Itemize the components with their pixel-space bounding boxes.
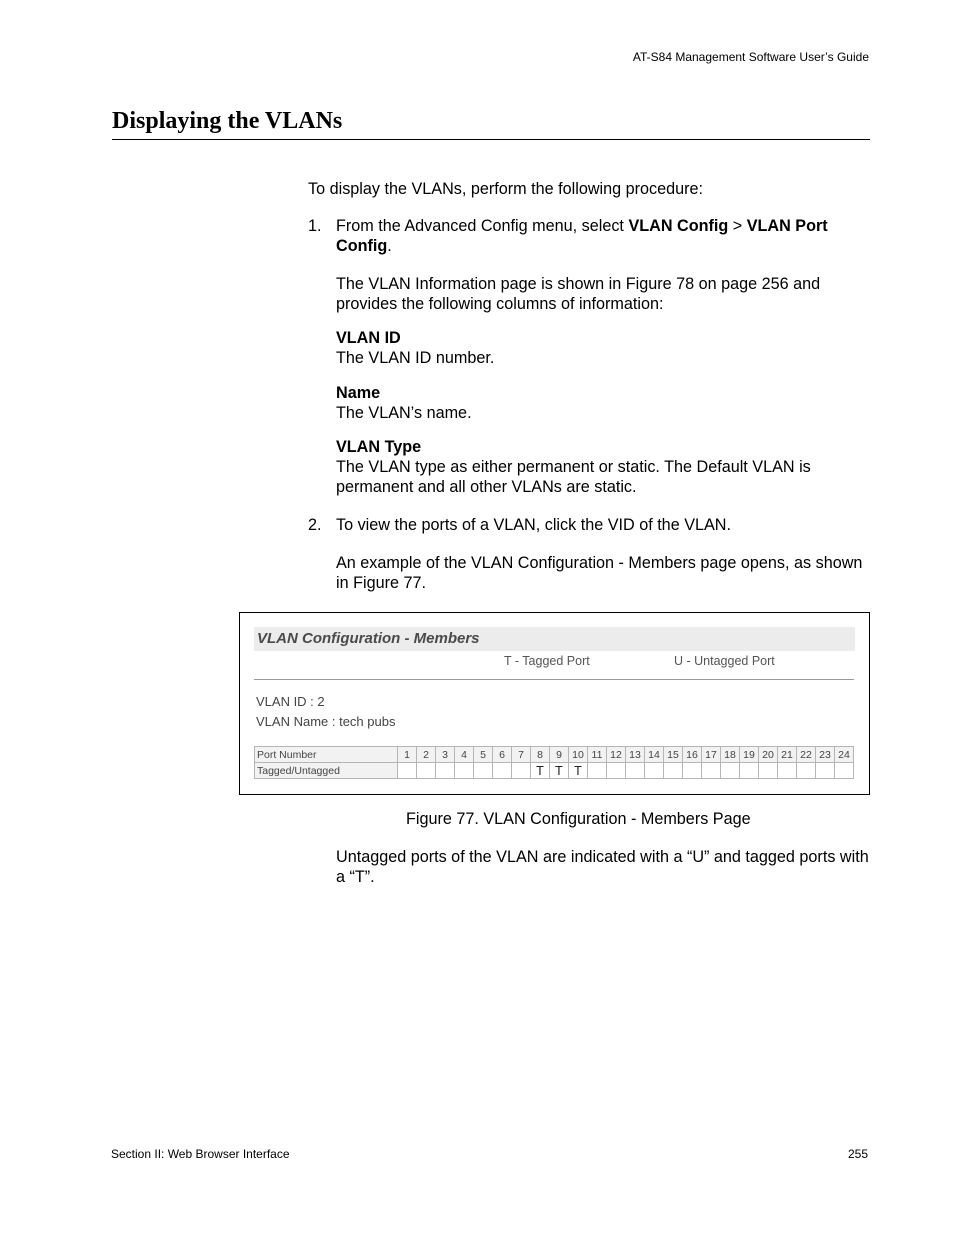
footer-section: Section II: Web Browser Interface — [111, 1147, 290, 1161]
legend-tagged: T - Tagged Port — [504, 654, 590, 668]
port-tagging-cell: T — [531, 763, 550, 779]
footer-page-number: 255 — [847, 1147, 868, 1161]
term-label: Name — [336, 384, 381, 402]
menu-vlan-port-config: VLAN Port Config — [336, 217, 828, 255]
running-head: AT-S84 Management Software User’s Guide — [632, 50, 869, 64]
term-vlan-id — [336, 328, 870, 368]
port-tagging-cell — [474, 763, 493, 779]
step-1-number: 1. — [308, 217, 322, 235]
term-label: VLAN Type — [336, 438, 422, 456]
tagging-row — [255, 763, 854, 779]
port-tagging-cell — [626, 763, 645, 779]
title-rule — [112, 139, 870, 140]
figure-caption: Figure 77. VLAN Configuration - Members Page — [406, 810, 751, 828]
closing-paragraph: Untagged ports of the VLAN are indicated with a “U” and tagged ports with a “T”. — [336, 848, 869, 886]
port-tagging-cell — [588, 763, 607, 779]
port-number-label: Port Number — [255, 747, 398, 763]
intro-paragraph: To display the VLANs, perform the following procedure: — [308, 180, 703, 198]
port-tagging-cell — [683, 763, 702, 779]
vlan-name-line: VLAN Name : tech pubs — [256, 714, 396, 729]
menu-separator: > — [728, 217, 747, 235]
port-number-cell: 15 — [664, 747, 683, 763]
term-definition: The VLAN’s name. — [336, 404, 472, 422]
port-number-cell: 23 — [816, 747, 835, 763]
port-number-cell: 11 — [588, 747, 607, 763]
port-number-cell: 17 — [702, 747, 721, 763]
step-1-text-a: From the Advanced Config menu, select — [336, 217, 629, 235]
figure-header-title: VLAN Configuration - Members — [257, 630, 480, 647]
port-number-cell: 19 — [740, 747, 759, 763]
port-number-cell: 7 — [512, 747, 531, 763]
port-tagging-cell — [740, 763, 759, 779]
step-1-text-b: . — [387, 237, 392, 255]
legend-untagged: U - Untagged Port — [674, 654, 775, 668]
port-number-cell: 12 — [607, 747, 626, 763]
figure-77-screenshot — [239, 612, 870, 795]
figure-header-bar — [254, 627, 855, 651]
term-name — [336, 383, 870, 423]
port-tagging-cell: T — [569, 763, 588, 779]
port-number-cell: 14 — [645, 747, 664, 763]
port-tagging-cell — [398, 763, 417, 779]
port-tagging-cell — [417, 763, 436, 779]
term-label: VLAN ID — [336, 329, 401, 347]
vlan-id-line: VLAN ID : 2 — [256, 694, 325, 709]
port-number-cell: 8 — [531, 747, 550, 763]
port-tagging-cell — [664, 763, 683, 779]
port-number-cell: 20 — [759, 747, 778, 763]
port-tagging-cell — [645, 763, 664, 779]
port-number-cell: 21 — [778, 747, 797, 763]
port-number-cell: 13 — [626, 747, 645, 763]
port-number-cell: 9 — [550, 747, 569, 763]
port-tagging-cell — [493, 763, 512, 779]
port-number-cell: 10 — [569, 747, 588, 763]
port-number-row — [255, 747, 854, 763]
port-tagging-cell — [436, 763, 455, 779]
port-tagging-cell — [455, 763, 474, 779]
figure-divider — [254, 679, 854, 680]
step-2-text: To view the ports of a VLAN, click the VID of the VLAN. — [336, 516, 731, 534]
step-1-text — [336, 216, 870, 256]
port-tagging-cell — [512, 763, 531, 779]
term-definition: The VLAN ID number. — [336, 349, 495, 367]
port-tagging-cell — [778, 763, 797, 779]
step-2-paragraph: An example of the VLAN Configuration - Members page opens, as shown in Figure 77. — [336, 554, 863, 592]
port-number-cell: 18 — [721, 747, 740, 763]
port-tagging-cell — [797, 763, 816, 779]
port-tagging-cell — [607, 763, 626, 779]
term-vlan-type — [336, 437, 870, 497]
port-number-cell: 1 — [398, 747, 417, 763]
port-membership-table — [254, 746, 854, 779]
port-tagging-cell — [721, 763, 740, 779]
step-2-number: 2. — [308, 516, 322, 534]
port-number-cell: 6 — [493, 747, 512, 763]
port-tagging-cell: T — [550, 763, 569, 779]
port-number-cell: 2 — [417, 747, 436, 763]
port-tagging-cell — [835, 763, 854, 779]
menu-vlan-config: VLAN Config — [628, 217, 729, 235]
port-number-cell: 16 — [683, 747, 702, 763]
port-number-cell: 4 — [455, 747, 474, 763]
section-title: Displaying the VLANs — [112, 108, 343, 134]
step-1-paragraph: The VLAN Information page is shown in Figure 78 on page 256 and provides the following columns of information: — [336, 275, 821, 313]
port-number-cell: 3 — [436, 747, 455, 763]
port-tagging-cell — [759, 763, 778, 779]
port-number-cell: 24 — [835, 747, 854, 763]
port-number-cell: 5 — [474, 747, 493, 763]
tagging-label: Tagged/Untagged — [255, 763, 398, 779]
port-tagging-cell — [816, 763, 835, 779]
term-definition: The VLAN type as either permanent or static. The Default VLAN is permanent and all other VLANs are static. — [336, 458, 811, 496]
port-tagging-cell — [702, 763, 721, 779]
port-number-cell: 22 — [797, 747, 816, 763]
